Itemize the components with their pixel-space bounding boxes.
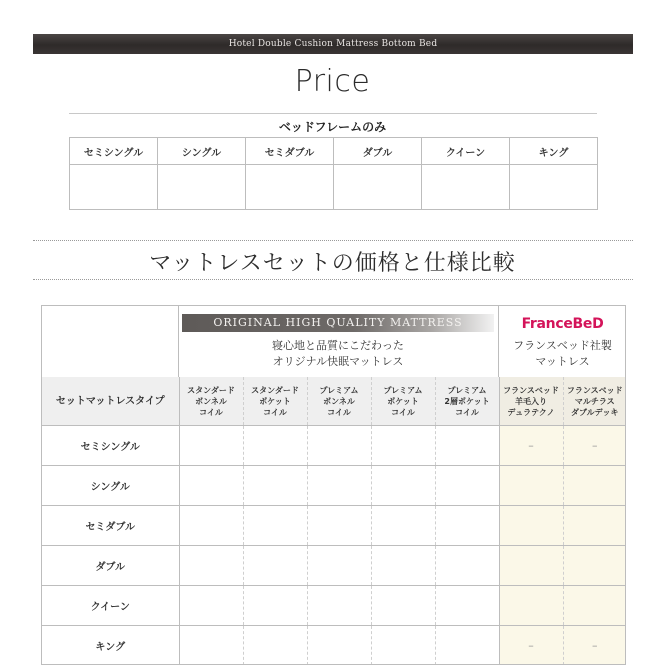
header-blank-cell xyxy=(42,306,179,377)
mattress-spec-grid xyxy=(42,377,626,665)
price-cell xyxy=(371,426,435,466)
original-desc-line2: オリジナル快眠マットレス xyxy=(272,355,404,368)
price-cell: – xyxy=(563,626,626,665)
price-cell xyxy=(499,466,563,506)
price-cell xyxy=(499,506,563,546)
size-label: セミダブル xyxy=(42,506,179,546)
top-banner: Hotel Double Cushion Mattress Bottom Bed xyxy=(33,34,633,54)
francebed-logo: FranceBeD xyxy=(521,316,604,332)
price-cell xyxy=(435,506,499,546)
size-label: キング xyxy=(42,626,179,665)
frame-size-header: キング xyxy=(510,138,598,165)
frame-size-header: シングル xyxy=(158,138,246,165)
price-cell xyxy=(307,546,371,586)
price-cell xyxy=(179,466,243,506)
price-cell xyxy=(563,586,626,626)
price-cell xyxy=(307,466,371,506)
section-divider-bottom xyxy=(33,279,633,280)
price-cell xyxy=(243,426,307,466)
size-label: シングル xyxy=(42,466,179,506)
mattress-header xyxy=(42,306,625,378)
price-cell xyxy=(499,586,563,626)
price-cell xyxy=(307,426,371,466)
price-cell xyxy=(179,546,243,586)
price-cell xyxy=(307,626,371,665)
francebed-desc-line1: フランスベッド社製 xyxy=(513,339,612,352)
mattress-type-header: スタンダード ボンネル コイル xyxy=(179,377,243,426)
original-band: ORIGINAL HIGH QUALITY MATTRESS xyxy=(182,314,494,332)
section-divider-top xyxy=(33,240,633,241)
mattress-type-header: プレミアム ボンネル コイル xyxy=(307,377,371,426)
price-cell xyxy=(179,426,243,466)
price-cell xyxy=(563,546,626,586)
price-title: Price xyxy=(294,64,371,99)
price-cell xyxy=(179,506,243,546)
table-row xyxy=(42,546,626,586)
price-cell xyxy=(243,506,307,546)
price-cell xyxy=(371,586,435,626)
frame-price-cell xyxy=(510,165,598,210)
frame-price-cell xyxy=(246,165,334,210)
original-mattress-header xyxy=(179,306,497,377)
price-cell: – xyxy=(563,426,626,466)
frame-price-cell xyxy=(70,165,158,210)
price-cell: – xyxy=(499,426,563,466)
mattress-compare-table xyxy=(41,305,626,665)
price-cell xyxy=(563,466,626,506)
frame-size-header: セミシングル xyxy=(70,138,158,165)
price-cell xyxy=(243,466,307,506)
frame-size-header: セミダブル xyxy=(246,138,334,165)
size-label: セミシングル xyxy=(42,426,179,466)
price-cell xyxy=(243,546,307,586)
francebed-header xyxy=(498,306,626,377)
price-cell xyxy=(435,426,499,466)
price-cell xyxy=(243,626,307,665)
compare-title: マットレスセットの価格と仕様比較 xyxy=(149,251,516,276)
price-cell xyxy=(435,586,499,626)
price-cell xyxy=(435,546,499,586)
price-divider xyxy=(69,113,597,114)
price-cell xyxy=(371,466,435,506)
frame-price-cell xyxy=(158,165,246,210)
francebed-desc-line2: マットレス xyxy=(535,355,590,368)
mattress-type-header: プレミアム ポケット コイル xyxy=(371,377,435,426)
size-label: ダブル xyxy=(42,546,179,586)
frame-price-table xyxy=(69,137,598,210)
mattress-type-header: フランスベッド マルチラス ダブルデッキ xyxy=(563,377,626,426)
frame-only-subtitle: ベッドフレームのみ xyxy=(278,120,387,134)
price-cell xyxy=(499,546,563,586)
mattress-type-header: プレミアム 2層ポケット コイル xyxy=(435,377,499,426)
price-cell xyxy=(307,586,371,626)
price-cell xyxy=(307,506,371,546)
table-row xyxy=(42,506,626,546)
price-cell xyxy=(179,586,243,626)
price-cell xyxy=(371,506,435,546)
table-row xyxy=(42,586,626,626)
price-cell xyxy=(179,626,243,665)
frame-size-header: クイーン xyxy=(422,138,510,165)
price-cell xyxy=(371,546,435,586)
price-cell xyxy=(243,586,307,626)
frame-price-cell xyxy=(422,165,510,210)
mattress-type-header: スタンダード ポケット コイル xyxy=(243,377,307,426)
price-cell: – xyxy=(499,626,563,665)
table-row xyxy=(42,426,626,466)
price-cell xyxy=(563,506,626,546)
size-label: クイーン xyxy=(42,586,179,626)
price-cell xyxy=(435,626,499,665)
table-row xyxy=(42,466,626,506)
price-cell xyxy=(371,626,435,665)
table-row xyxy=(42,626,626,665)
frame-size-header: ダブル xyxy=(334,138,422,165)
frame-price-cell xyxy=(334,165,422,210)
price-cell xyxy=(435,466,499,506)
original-desc-line1: 寝心地と品質にこだわった xyxy=(272,339,404,352)
mattress-type-header: フランスベッド 羊毛入り デュラテクノ xyxy=(499,377,563,426)
mattress-type-label: セットマットレスタイプ xyxy=(42,377,179,426)
